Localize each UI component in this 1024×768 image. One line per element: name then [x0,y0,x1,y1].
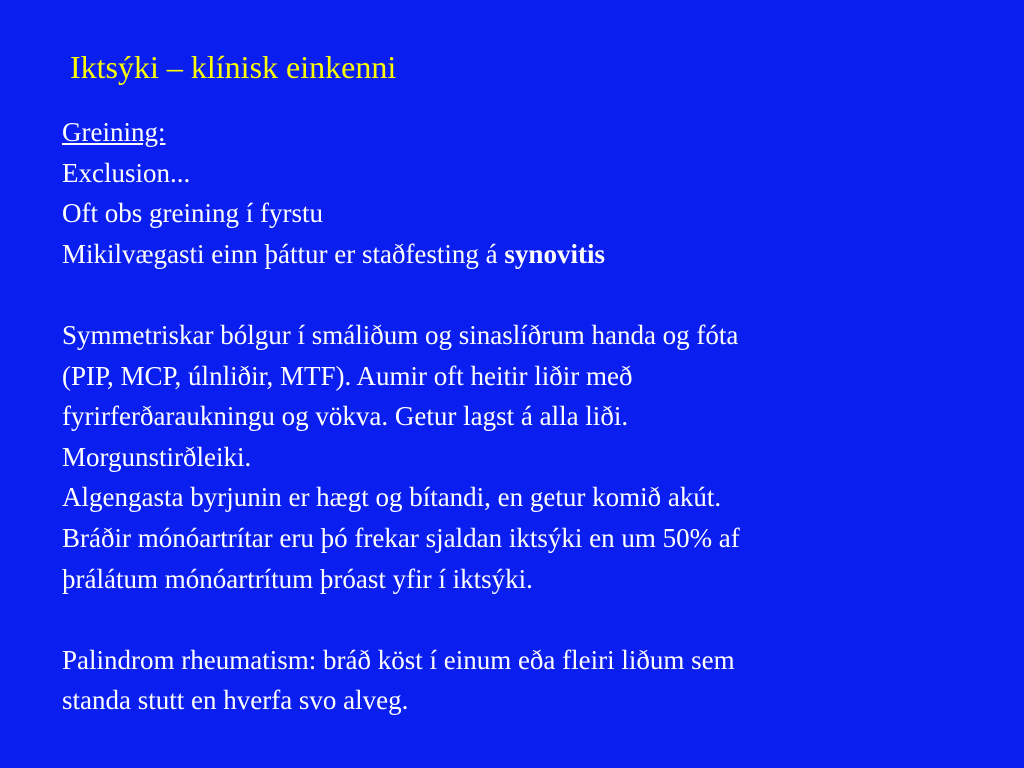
body-line: Exclusion... [62,157,191,188]
emphasized-term: synovitis [504,238,605,269]
slide-title: Iktsýki – klínisk einkenni [70,49,397,85]
paragraph-1-line: Symmetriskar bólgur í smáliðum og sinaslíðrum handa og fóta [62,319,739,350]
slide-body [62,112,962,721]
paragraph-1-line: þrálátum mónóartrítum þróast yfir í iktsýki. [62,563,533,594]
body-text: Mikilvægasti einn þáttur er staðfesting á [62,238,505,269]
paragraph-1-line: (PIP, MCP, úlnliðir, MTF). Aumir oft heitir liðir með [62,360,633,391]
paragraph-1-line: Morgunstirðleiki. [62,441,252,472]
paragraph-2-line: standa stutt en hverfa svo alveg. [62,685,409,716]
section-heading: Greining: [62,117,166,147]
paragraph-1-line: Algengasta byrjunin er hægt og bítandi, en getur komið akút. [62,482,722,513]
paragraph-1-line: Bráðir mónóartrítar eru þó frekar sjaldan iktsýki en um 50% af [62,522,740,553]
body-line-with-emphasis [62,234,962,275]
paragraph-2-line: Palindrom rheumatism: bráð köst í einum eða fleiri liðum sem [62,644,735,675]
paragraph-gap [62,599,962,640]
body-line: Oft obs greining í fyrstu [62,198,323,229]
paragraph-1-line: fyrirferðaraukningu og vökva. Getur lagst á alla liði. [62,401,629,432]
paragraph-gap [62,274,962,315]
